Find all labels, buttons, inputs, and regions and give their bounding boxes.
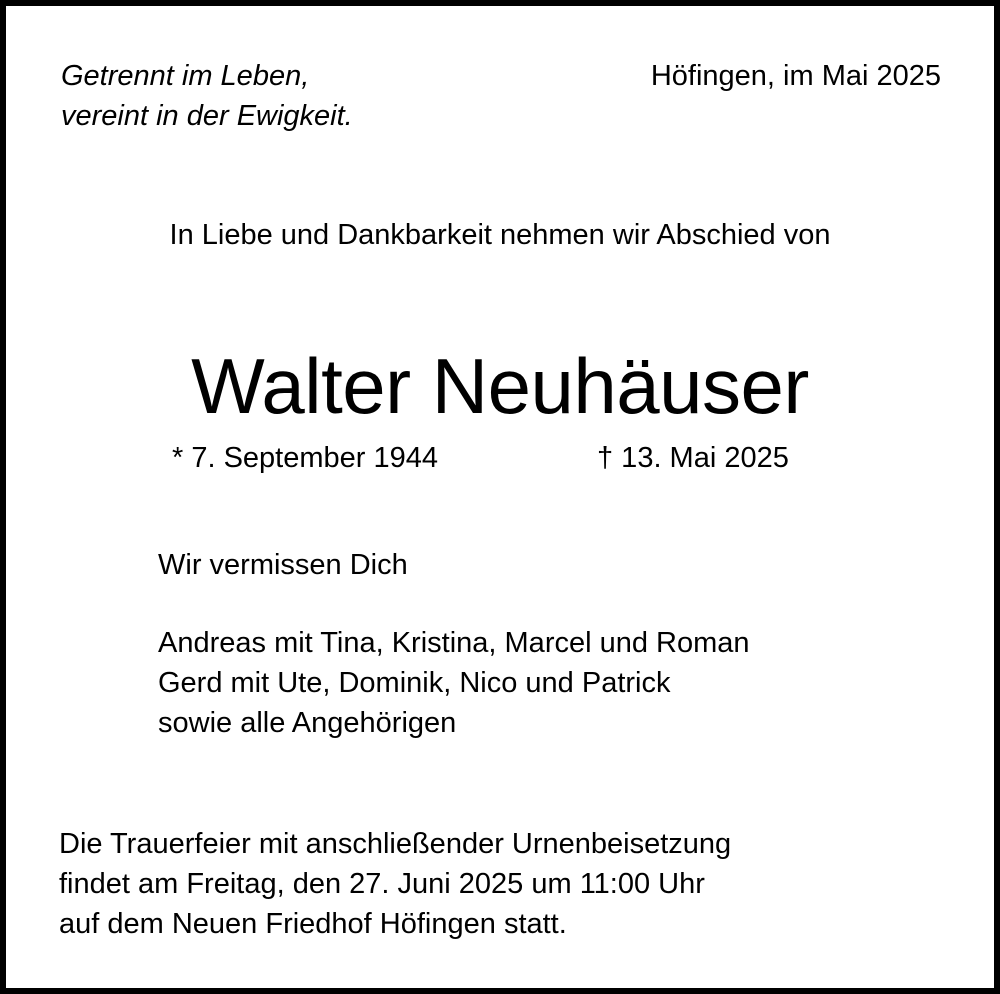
closing-line: Wir vermissen Dich <box>158 549 408 581</box>
motto-line: Getrennt im Leben, <box>61 60 310 92</box>
service-line: findet am Freitag, den 27. Juni 2025 um 11:00 Uhr <box>59 868 705 900</box>
motto-line: vereint in der Ewigkeit. <box>61 100 353 132</box>
place-date: Höfingen, im Mai 2025 <box>650 60 941 92</box>
intro-text: In Liebe und Dankbarkeit nehmen wir Abschied von <box>169 219 831 251</box>
funeral-service-info <box>59 824 731 944</box>
birth-date: * 7. September 1944 <box>172 442 439 474</box>
mourners-list <box>158 623 750 743</box>
mourner-line: sowie alle Angehörigen <box>158 707 457 739</box>
death-date: † 13. Mai 2025 <box>597 442 789 474</box>
service-line: Die Trauerfeier mit anschließender Urnenbeisetzung <box>59 828 732 860</box>
service-line: auf dem Neuen Friedhof Höfingen statt. <box>59 908 567 940</box>
mourner-line: Gerd mit Ute, Dominik, Nico und Patrick <box>158 667 671 699</box>
deceased-name: Walter Neuhäuser <box>191 342 809 430</box>
motto <box>61 56 353 136</box>
mourner-line: Andreas mit Tina, Kristina, Marcel und Roman <box>158 627 750 659</box>
